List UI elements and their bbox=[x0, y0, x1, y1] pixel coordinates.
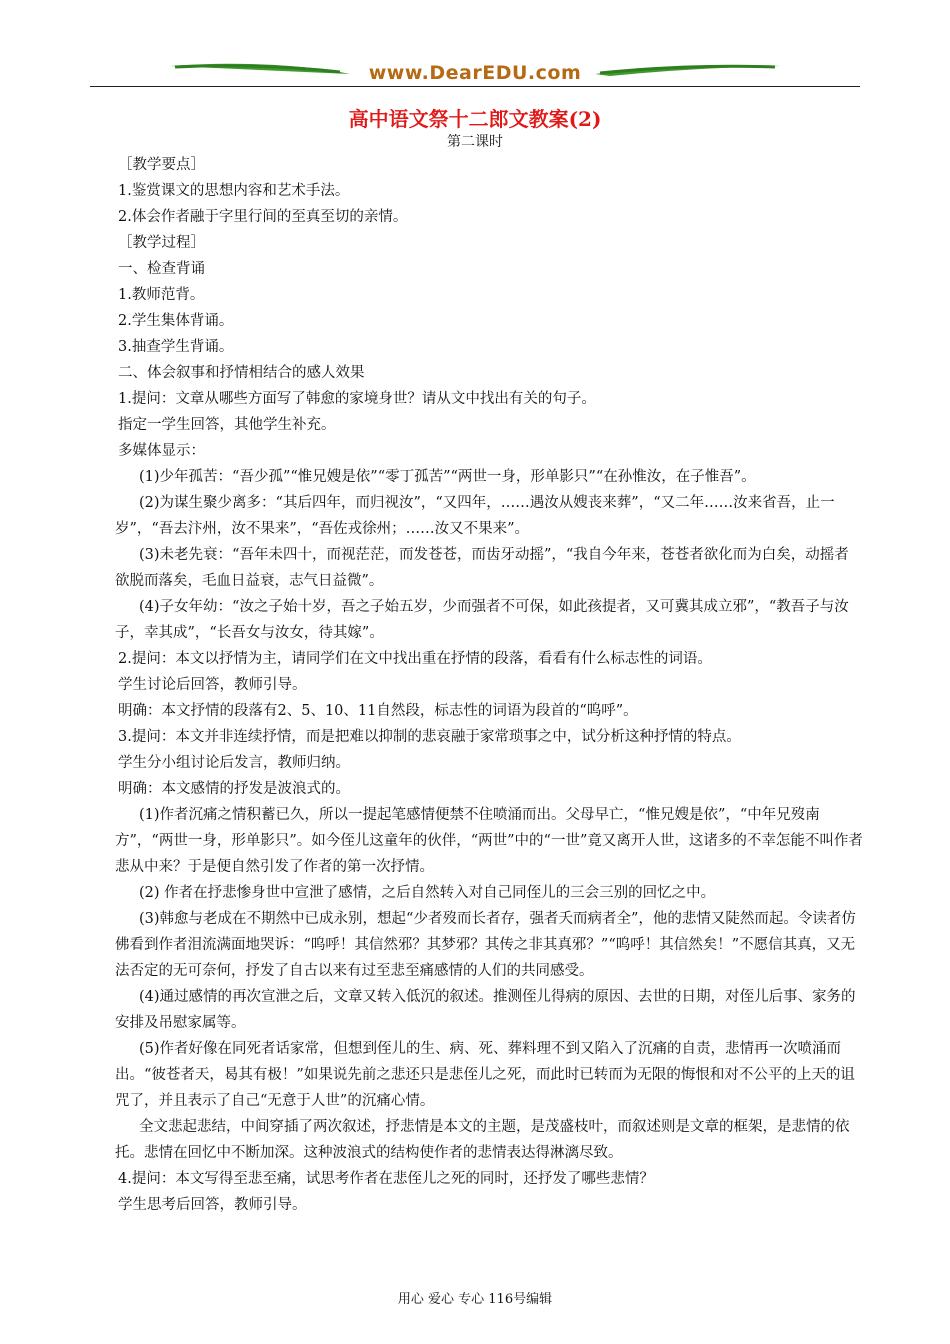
paragraph: 2.提问：本文以抒情为主，请同学们在文中找出重在抒情的段落，看看有什么标志性的词语。 bbox=[118, 651, 712, 667]
paragraph: (3)未老先衰：“吾年未四十，而视茫茫，而发苍苍，而齿牙动摇”，“我自今年来，苍苍者欲化而为白矣，动摇者欲脱而落矣，毛血日益衰，志气日益微”。 bbox=[115, 547, 849, 589]
paragraph: (2) 作者在抒悲惨身世中宣泄了感情，之后自然转入对自己同侄儿的三会三别的回忆之中。 bbox=[139, 885, 716, 901]
paragraph: 明确：本文感情的抒发是波浪式的。 bbox=[118, 781, 350, 797]
paragraph: 一、检查背诵 bbox=[118, 261, 205, 277]
site-header-banner bbox=[90, 58, 860, 88]
paragraph: 学生分小组讨论后发言，教师归纳。 bbox=[118, 755, 350, 771]
paragraph: (5)作者好像在同死者话家常，但想到侄儿的生、病、死、葬料理不到又陷入了沉痛的自责，悲情再一次喷涌而出。“彼苍者天，曷其有极！”如果说先前之悲还只是悲侄儿之死，而此时已转而为无限的悔恨和对不公平的上天的诅咒了，并且表示了自己“无意于人世”的沉痛心情。 bbox=[115, 1041, 855, 1109]
paragraph: (4)子女年幼：“汝之子始十岁，吾之子始五岁，少而强者不可保，如此孩提者，又可冀其成立邪”，“教吾子与汝子，幸其成”，“长吾女与汝女，待其嫁”。 bbox=[115, 599, 849, 641]
paragraph: 4.提问：本文写得至悲至痛，试思考作者在悲侄儿之死的同时，还抒发了哪些悲情？ bbox=[118, 1171, 654, 1187]
paragraph: 3.提问：本文并非连续抒情，而是把难以抑制的悲哀融于家常琐事之中，试分析这种抒情的特点。 bbox=[118, 729, 741, 745]
paragraph: 3.抽查学生背诵。 bbox=[118, 339, 234, 355]
paragraph: 明确：本文抒情的段落有2、5、10、11自然段，标志性的词语为段首的“呜呼”。 bbox=[118, 703, 638, 719]
document-title: 高中语文祭十二郎文教案(2) bbox=[348, 107, 602, 131]
document-body bbox=[115, 152, 863, 1218]
paragraph: (4)通过感情的再次宣泄之后，文章又转入低沉的叙述。推测侄儿得病的原因、去世的日期，对侄儿后事、家务的安排及吊慰家属等。 bbox=[115, 989, 856, 1031]
paragraph: 1.提问：文章从哪些方面写了韩愈的家境身世？请从文中找出有关的句子。 bbox=[118, 391, 596, 407]
header-divider bbox=[90, 86, 860, 87]
page-footer: 用心 爱心 专心 116号编辑 bbox=[397, 1292, 553, 1307]
paragraph: 学生讨论后回答，教师引导。 bbox=[118, 677, 307, 693]
paragraph: 1.教师范背。 bbox=[118, 287, 205, 303]
document-subtitle: 第二课时 bbox=[447, 134, 503, 150]
paragraph: 全文悲起悲结，中间穿插了两次叙述，抒悲情是本文的主题，是茂盛枝叶，而叙述则是文章的框架，是悲情的依托。悲情在回忆中不断加深。这种波浪式的结构使作者的悲情表达得淋漓尽致。 bbox=[115, 1119, 850, 1161]
paragraph: ［教学过程］ bbox=[118, 235, 205, 251]
paragraph: ［教学要点］ bbox=[118, 157, 205, 173]
paragraph: 1.鉴赏课文的思想内容和艺术手法。 bbox=[118, 183, 350, 199]
paragraph: (2)为谋生聚少离多：“其后四年，而归视汝”，“又四年，……遇汝从嫂丧来葬”，“又二年……汝来省吾，止一岁”，“吾去汴州，汝不果来”，“吾佐戎徐州；……汝又不果来”。 bbox=[115, 495, 835, 537]
paragraph: 二、体会叙事和抒情相结合的感人效果 bbox=[118, 365, 365, 381]
paragraph: 多媒体显示： bbox=[118, 443, 205, 459]
paragraph: (1)少年孤苦：“吾少孤”“惟兄嫂是依”“零丁孤苦”“两世一身，形单影只”“在孙惟汝，在子惟吾”。 bbox=[139, 469, 756, 485]
paragraph: 2.学生集体背诵。 bbox=[118, 313, 234, 329]
paragraph: 学生思考后回答，教师引导。 bbox=[118, 1197, 307, 1213]
paragraph: 指定一学生回答，其他学生补充。 bbox=[118, 417, 336, 433]
paragraph: (1)作者沉痛之情积蓄已久，所以一提起笔感情便禁不住喷涌而出。父母早亡，“惟兄嫂是依”，“中年兄歿南方”，“两世一身，形单影只”。如今侄儿这童年的伙伴，“两世”中的“一世”竟又离开人世，这诸多的不幸怎能不叫作者悲从中来？于是便自然引发了作者的第一次抒情。 bbox=[115, 807, 863, 875]
paragraph: (3)韩愈与老成在不期然中已成永别，想起“少者歿而长者存，强者夭而病者全”，他的悲情又陡然而起。令读者仿佛看到作者泪流满面地哭诉：“呜呼！其信然邪？其梦邪？其传之非其真邪？”“呜呼！其信然矣！”不愿信其真，又无法否定的无可奈何，抒发了自古以来有过至悲至痛感情的人们的共同感受。 bbox=[115, 911, 856, 979]
paragraph: 2.体会作者融于字里行间的至真至切的亲情。 bbox=[118, 209, 408, 225]
site-logo-text[interactable]: www.DearEDU.com bbox=[368, 62, 582, 84]
